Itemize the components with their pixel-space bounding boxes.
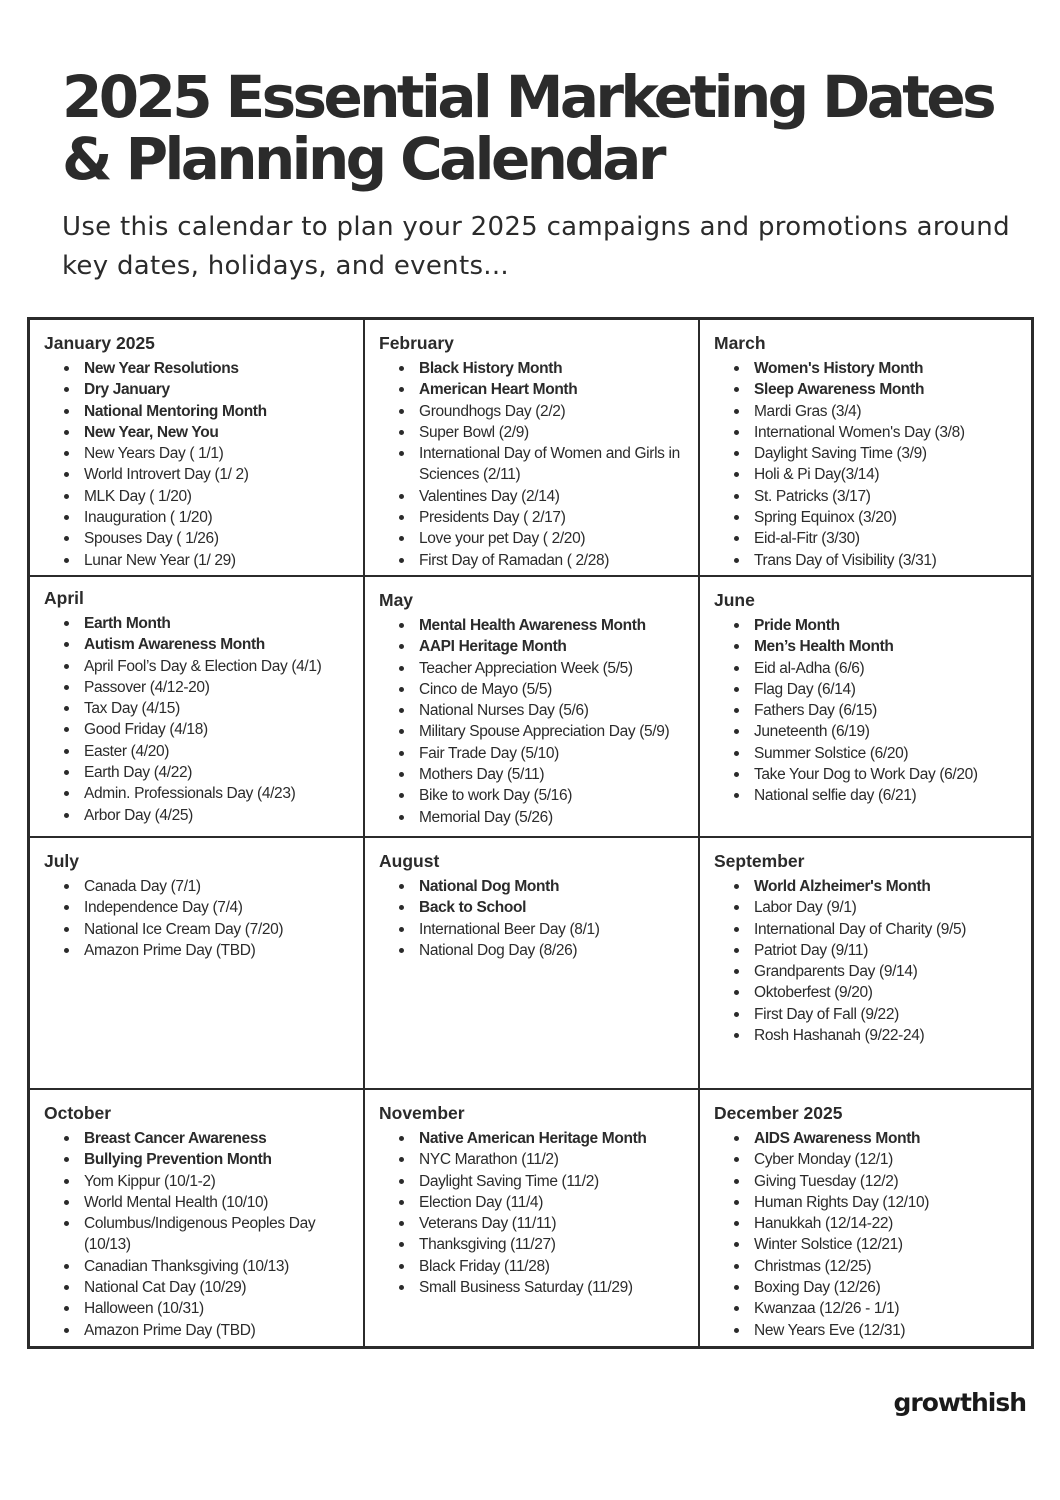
event-item: Hanukkah (12/14-22) [714, 1213, 1031, 1234]
event-item: Amazon Prime Day (TBD) [44, 1320, 363, 1341]
event-item: American Heart Month [379, 379, 698, 400]
event-item: Autism Awareness Month [44, 634, 363, 655]
month-title: August [379, 851, 440, 871]
event-item: Arbor Day (4/25) [44, 805, 363, 826]
event-item: National Nurses Day (5/6) [379, 700, 698, 721]
month-cell-october [30, 1090, 365, 1346]
event-item: International Women's Day (3/8) [714, 422, 1031, 443]
event-item: International Day of Charity (9/5) [714, 919, 1031, 940]
event-item: Canada Day (7/1) [44, 876, 363, 897]
event-list [714, 1128, 1031, 1341]
event-item: Pride Month [714, 615, 1031, 636]
event-item: Daylight Saving Time (3/9) [714, 443, 1031, 464]
event-item: Cyber Monday (12/1) [714, 1149, 1031, 1170]
month-title: January 2025 [44, 333, 155, 353]
month-title: December 2025 [714, 1103, 843, 1123]
event-item: AAPI Heritage Month [379, 636, 698, 657]
event-item: MLK Day ( 1/20) [44, 486, 363, 507]
event-item: Earth Month [44, 613, 363, 634]
event-item: Boxing Day (12/26) [714, 1277, 1031, 1298]
month-title: October [44, 1103, 112, 1123]
month-title: November [379, 1103, 465, 1123]
event-item: Mothers Day (5/11) [379, 764, 698, 785]
event-item: Election Day (11/4) [379, 1192, 698, 1213]
calendar-grid [27, 317, 1034, 1349]
event-item: Super Bowl (2/9) [379, 422, 698, 443]
month-cell-january [30, 320, 365, 577]
event-list [44, 876, 363, 961]
event-item: Military Spouse Appreciation Day (5/9) [379, 721, 698, 742]
page-subtitle: Use this calendar to plan your 2025 campaigns and promotions around key dates, holidays, and events... [62, 212, 1010, 281]
month-title: March [714, 333, 766, 353]
month-cell-february [365, 320, 700, 577]
event-item: Trans Day of Visibility (3/31) [714, 550, 1031, 571]
event-item: Dry January [44, 379, 363, 400]
event-item: Memorial Day (5/26) [379, 807, 698, 828]
event-item: Valentines Day (2/14) [379, 486, 698, 507]
event-item: Eid al-Adha (6/6) [714, 658, 1031, 679]
month-cell-august [365, 838, 700, 1090]
event-item: Human Rights Day (12/10) [714, 1192, 1031, 1213]
month-cell-may [365, 577, 700, 838]
event-item: Admin. Professionals Day (4/23) [44, 783, 363, 804]
event-item: Sleep Awareness Month [714, 379, 1031, 400]
event-item: National selfie day (6/21) [714, 785, 1031, 806]
event-item: Black Friday (11/28) [379, 1256, 698, 1277]
event-item: Inauguration ( 1/20) [44, 507, 363, 528]
event-item: Small Business Saturday (11/29) [379, 1277, 698, 1298]
event-list [379, 876, 698, 961]
event-item: NYC Marathon (11/2) [379, 1149, 698, 1170]
month-cell-march [700, 320, 1031, 577]
event-item: Passover (4/12-20) [44, 677, 363, 698]
event-item: International Day of Women and Girls in Sciences (2/11) [379, 443, 698, 486]
page-title-line-1: 2025 Essential Marketing Dates [62, 63, 994, 131]
event-item: Yom Kippur (10/1-2) [44, 1171, 363, 1192]
event-item: Columbus/Indigenous Peoples Day (10/13) [44, 1213, 363, 1256]
event-item: Oktoberfest (9/20) [714, 982, 1031, 1003]
event-item: Fair Trade Day (5/10) [379, 743, 698, 764]
month-cell-april [30, 577, 365, 838]
event-item: Tax Day (4/15) [44, 698, 363, 719]
event-list [714, 876, 1031, 1046]
event-item: First Day of Ramadan ( 2/28) [379, 550, 698, 571]
event-item: Canadian Thanksgiving (10/13) [44, 1256, 363, 1277]
event-item: Independence Day (7/4) [44, 897, 363, 918]
month-cell-june [700, 577, 1031, 838]
event-item: New Year, New You [44, 422, 363, 443]
event-item: National Mentoring Month [44, 401, 363, 422]
month-cell-december [700, 1090, 1031, 1346]
event-item: Spring Equinox (3/20) [714, 507, 1031, 528]
month-cell-november [365, 1090, 700, 1346]
event-item: Women's History Month [714, 358, 1031, 379]
event-item: Winter Solstice (12/21) [714, 1234, 1031, 1255]
event-item: First Day of Fall (9/22) [714, 1004, 1031, 1025]
event-item: Good Friday (4/18) [44, 719, 363, 740]
month-title: September [714, 851, 805, 871]
month-title: April [44, 588, 84, 608]
event-item: Halloween (10/31) [44, 1298, 363, 1319]
brand-logo: growthish [893, 1388, 1026, 1417]
event-item: Daylight Saving Time (11/2) [379, 1171, 698, 1192]
event-item: Labor Day (9/1) [714, 897, 1031, 918]
event-list [714, 615, 1031, 807]
event-item: Cinco de Mayo (5/5) [379, 679, 698, 700]
event-item: Bullying Prevention Month [44, 1149, 363, 1170]
event-item: Mental Health Awareness Month [379, 615, 698, 636]
event-item: Grandparents Day (9/14) [714, 961, 1031, 982]
event-item: Earth Day (4/22) [44, 762, 363, 783]
event-item: New Years Day ( 1/1) [44, 443, 363, 464]
event-item: Presidents Day ( 2/17) [379, 507, 698, 528]
event-item: Fathers Day (6/15) [714, 700, 1031, 721]
event-item: New Year Resolutions [44, 358, 363, 379]
event-list [379, 358, 698, 571]
event-item: Lunar New Year (1/ 29) [44, 550, 363, 571]
event-item: Veterans Day (11/11) [379, 1213, 698, 1234]
event-item: Rosh Hashanah (9/22-24) [714, 1025, 1031, 1046]
event-item: Back to School [379, 897, 698, 918]
month-title: June [714, 590, 755, 610]
event-item: Kwanzaa (12/26 - 1/1) [714, 1298, 1031, 1319]
event-item: Men’s Health Month [714, 636, 1031, 657]
event-item: Black History Month [379, 358, 698, 379]
event-item: Bike to work Day (5/16) [379, 785, 698, 806]
event-item: AIDS Awareness Month [714, 1128, 1031, 1149]
event-list [44, 358, 363, 571]
event-item: Groundhogs Day (2/2) [379, 401, 698, 422]
event-list [714, 358, 1031, 571]
event-item: Mardi Gras (3/4) [714, 401, 1031, 422]
event-list [44, 613, 363, 826]
event-item: St. Patricks (3/17) [714, 486, 1031, 507]
month-title: February [379, 333, 454, 353]
event-list [379, 1128, 698, 1298]
event-item: National Dog Month [379, 876, 698, 897]
event-item: Amazon Prime Day (TBD) [44, 940, 363, 961]
event-list [44, 1128, 363, 1341]
event-item: World Introvert Day (1/ 2) [44, 464, 363, 485]
event-item: Love your pet Day ( 2/20) [379, 528, 698, 549]
event-item: National Cat Day (10/29) [44, 1277, 363, 1298]
event-item: Breast Cancer Awareness [44, 1128, 363, 1149]
event-item: New Years Eve (12/31) [714, 1320, 1031, 1341]
event-item: Eid-al-Fitr (3/30) [714, 528, 1031, 549]
event-item: Native American Heritage Month [379, 1128, 698, 1149]
page-title-line-2: & Planning Calendar [62, 125, 663, 193]
event-item: Spouses Day ( 1/26) [44, 528, 363, 549]
page-title [62, 63, 1022, 193]
month-title: May [379, 590, 414, 610]
month-cell-september [700, 838, 1031, 1090]
event-item: National Dog Day (8/26) [379, 940, 698, 961]
event-item: Christmas (12/25) [714, 1256, 1031, 1277]
event-item: Patriot Day (9/11) [714, 940, 1031, 961]
event-item: International Beer Day (8/1) [379, 919, 698, 940]
event-item: Thanksgiving (11/27) [379, 1234, 698, 1255]
event-item: April Fool’s Day & Election Day (4/1) [44, 656, 363, 677]
month-title: July [44, 851, 80, 871]
event-item: World Alzheimer's Month [714, 876, 1031, 897]
event-item: Juneteenth (6/19) [714, 721, 1031, 742]
event-list [379, 615, 698, 828]
event-item: Summer Solstice (6/20) [714, 743, 1031, 764]
event-item: National Ice Cream Day (7/20) [44, 919, 363, 940]
event-item: Holi & Pi Day(3/14) [714, 464, 1031, 485]
event-item: Teacher Appreciation Week (5/5) [379, 658, 698, 679]
event-item: Flag Day (6/14) [714, 679, 1031, 700]
month-cell-july [30, 838, 365, 1090]
event-item: Easter (4/20) [44, 741, 363, 762]
event-item: Giving Tuesday (12/2) [714, 1171, 1031, 1192]
event-item: Take Your Dog to Work Day (6/20) [714, 764, 1031, 785]
event-item: World Mental Health (10/10) [44, 1192, 363, 1213]
